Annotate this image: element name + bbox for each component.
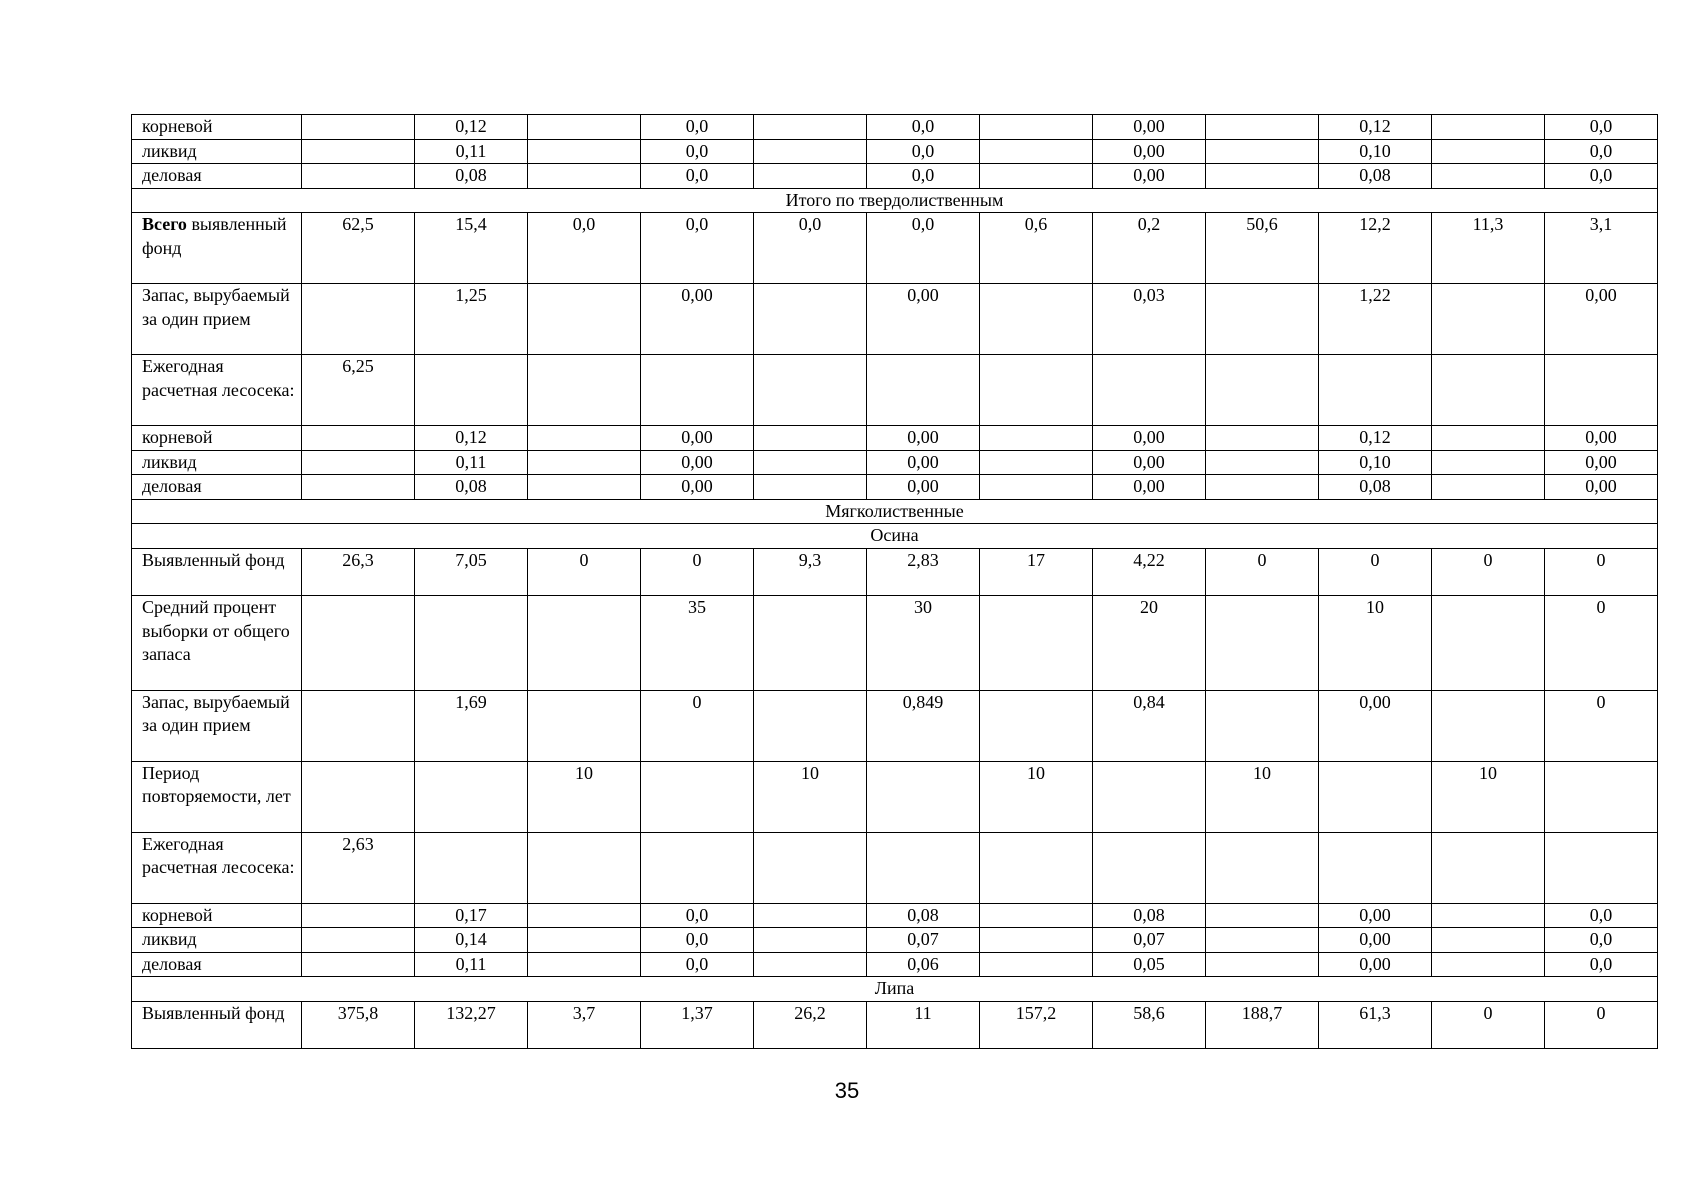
row-label-text: Запас, вырубаемый за один прием [142,285,290,329]
table-cell [1432,928,1545,953]
table-cell [754,690,867,761]
table-cell: 0,849 [867,690,980,761]
table-cell: 0,0 [641,903,754,928]
table-cell [1093,832,1206,903]
row-label [132,690,302,761]
table-cell: 0,00 [1319,690,1432,761]
table-row [132,115,1658,140]
table-cell [754,903,867,928]
table-cell: 0,00 [1545,426,1658,451]
table-cell: 0,00 [1319,952,1432,977]
table-cell [1206,475,1319,500]
table-cell: 157,2 [980,1001,1093,1049]
table-row [132,690,1658,761]
table-cell [980,450,1093,475]
table-cell: 50,6 [1206,213,1319,284]
table-body [132,115,1658,1049]
table-cell: 20 [1093,596,1206,691]
table-cell: 0,0 [641,952,754,977]
row-label-text: ликвид [142,140,197,161]
table-row [132,596,1658,691]
table-cell: 0,2 [1093,213,1206,284]
table-cell [1206,928,1319,953]
table-cell: 0,00 [867,450,980,475]
table-cell: 1,25 [415,284,528,355]
row-label-text: Запас, вырубаемый за один прием [142,691,290,735]
table-cell [641,761,754,832]
table-cell: 0,00 [1093,139,1206,164]
table-cell [1432,952,1545,977]
table-row [132,1001,1658,1049]
table-cell [1432,596,1545,691]
table-cell [1432,355,1545,426]
table-cell [302,928,415,953]
table-cell: 0,12 [1319,115,1432,140]
table-cell [528,139,641,164]
table-cell: 0,0 [641,928,754,953]
row-label-text: выявленный фонд [142,214,287,258]
table-cell [980,284,1093,355]
table-cell [1206,426,1319,451]
table-row [132,426,1658,451]
table-cell [1206,139,1319,164]
section-header-row [132,977,1658,1002]
table-cell [302,596,415,691]
page-number: 35 [834,1078,860,1103]
table-cell [980,928,1093,953]
table-cell: 0,0 [641,139,754,164]
table-cell: 10 [754,761,867,832]
table-row [132,213,1658,284]
table-cell: 58,6 [1093,1001,1206,1049]
table-cell [528,903,641,928]
table-cell: 0,0 [1545,139,1658,164]
table-cell: 0,0 [1545,928,1658,953]
table-cell: 2,83 [867,548,980,596]
table-cell [980,690,1093,761]
table-cell: 0,0 [867,213,980,284]
table-cell: 11,3 [1432,213,1545,284]
table-row [132,450,1658,475]
table-cell [1206,355,1319,426]
table-cell: 0,08 [1093,903,1206,928]
row-label [132,832,302,903]
table-cell [980,952,1093,977]
table-cell [980,164,1093,189]
section-title: Осина [132,524,1658,549]
table-row [132,164,1658,189]
table-cell: 0,11 [415,952,528,977]
table-cell [980,903,1093,928]
row-label-bold: Всего [142,214,187,234]
table-cell: 61,3 [1319,1001,1432,1049]
table-cell [528,690,641,761]
table-cell [754,475,867,500]
table-cell [980,475,1093,500]
table-cell: 0,00 [867,426,980,451]
table-cell: 0,17 [415,903,528,928]
table-cell: 10 [1432,761,1545,832]
table-cell [528,596,641,691]
table-row [132,284,1658,355]
table-cell: 15,4 [415,213,528,284]
table-cell [1432,164,1545,189]
table-row [132,952,1658,977]
table-cell: 10 [1206,761,1319,832]
table-cell: 0,14 [415,928,528,953]
row-label-text: ликвид [142,929,197,949]
table-cell [1432,475,1545,500]
table-cell [1206,115,1319,140]
table-cell [1206,164,1319,189]
row-label [132,450,302,475]
table-cell: 0 [1206,548,1319,596]
table-cell: 0 [1545,690,1658,761]
table-cell: 0,05 [1093,952,1206,977]
table-cell: 0,12 [415,426,528,451]
table-cell [1206,832,1319,903]
table-cell [1093,355,1206,426]
section-title: Итого по твердолиственным [132,188,1658,213]
row-label [132,475,302,500]
table-cell [1206,284,1319,355]
table-cell [302,139,415,164]
table-cell [980,355,1093,426]
table-cell: 0,06 [867,952,980,977]
row-label-text: Выявленный фонд [142,1002,285,1023]
table-cell [302,426,415,451]
table-cell: 0,0 [641,164,754,189]
table-cell [528,164,641,189]
table-cell [1545,761,1658,832]
row-label [132,928,302,953]
table-cell [528,426,641,451]
row-label-text: ликвид [142,451,197,472]
table-cell: 0,0 [641,213,754,284]
table-cell: 0 [1432,548,1545,596]
table-cell: 0,12 [415,115,528,140]
table-cell: 0,11 [415,139,528,164]
table-cell: 0,00 [1093,475,1206,500]
table-cell: 0,11 [415,450,528,475]
table-cell [528,928,641,953]
table-cell [754,928,867,953]
table-cell [754,164,867,189]
row-label [132,548,302,596]
table-cell: 26,2 [754,1001,867,1049]
row-label-text: деловая [142,476,202,496]
table-cell [415,761,528,832]
table-row [132,928,1658,953]
table-cell [1319,761,1432,832]
table-cell [415,355,528,426]
table-cell: 0 [1545,1001,1658,1049]
table-cell: 0,00 [1319,903,1432,928]
table-cell [528,475,641,500]
table-cell: 0,00 [641,450,754,475]
table-cell [1432,450,1545,475]
row-label [132,903,302,928]
table-cell [754,139,867,164]
table-cell [302,761,415,832]
table-cell: 3,1 [1545,213,1658,284]
row-label [132,426,302,451]
row-label [132,355,302,426]
table-cell [528,284,641,355]
table-cell: 0,00 [1093,450,1206,475]
table-cell [528,115,641,140]
table-cell [980,832,1093,903]
table-cell: 0 [1545,548,1658,596]
table-cell: 0,08 [1319,164,1432,189]
table-cell [1093,761,1206,832]
table-cell [754,426,867,451]
row-label [132,139,302,164]
table-cell: 0,0 [867,164,980,189]
table-cell: 0,00 [1093,426,1206,451]
table-cell: 0,0 [867,139,980,164]
data-table [131,114,1658,1049]
table-cell: 0,03 [1093,284,1206,355]
table-cell: 0,00 [1545,284,1658,355]
table-cell [980,426,1093,451]
table-cell [754,952,867,977]
table-cell: 0,00 [867,475,980,500]
table-cell [980,596,1093,691]
table-cell [302,903,415,928]
table-cell [528,450,641,475]
table-cell [754,832,867,903]
table-cell: 12,2 [1319,213,1432,284]
table-cell: 11 [867,1001,980,1049]
table-cell [1432,903,1545,928]
table-cell: 0 [1432,1001,1545,1049]
table-cell: 0,0 [528,213,641,284]
table-cell [867,761,980,832]
table-cell: 0,0 [1545,903,1658,928]
table-row [132,903,1658,928]
table-cell [302,115,415,140]
table-cell [980,115,1093,140]
table-cell: 0,00 [1545,450,1658,475]
table-cell [754,450,867,475]
table-cell: 0,6 [980,213,1093,284]
table-cell [302,164,415,189]
table-cell: 6,25 [302,355,415,426]
table-cell: 35 [641,596,754,691]
table-cell: 0,10 [1319,450,1432,475]
row-label-text: Период повторяемости, лет [142,762,291,806]
table-cell: 1,37 [641,1001,754,1049]
table-cell: 1,69 [415,690,528,761]
table-cell [528,952,641,977]
table-cell: 26,3 [302,548,415,596]
table-cell [641,355,754,426]
table-cell: 10 [1319,596,1432,691]
table-cell [415,832,528,903]
table-cell [1545,832,1658,903]
row-label-text: корневой [142,116,213,136]
table-cell: 0,0 [867,115,980,140]
row-label [132,952,302,977]
table-cell: 0,0 [1545,115,1658,140]
table-cell: 10 [528,761,641,832]
table-cell: 0 [528,548,641,596]
table-cell [1206,690,1319,761]
table-cell: 0,00 [1093,115,1206,140]
table-cell: 0,08 [867,903,980,928]
table-cell [302,690,415,761]
table-cell: 1,22 [1319,284,1432,355]
table-cell: 132,27 [415,1001,528,1049]
row-label [132,284,302,355]
section-title: Липа [132,977,1658,1002]
table-cell: 30 [867,596,980,691]
row-label-text: Средний процент выборки от общего запаса [142,597,290,664]
row-label [132,1001,302,1049]
table-cell [1206,952,1319,977]
row-label [132,761,302,832]
section-header-row [132,524,1658,549]
row-label-text: Ежегодная расчетная лесосека: [142,356,295,400]
table-cell [302,952,415,977]
table-cell [867,832,980,903]
table-cell: 0 [1545,596,1658,691]
table-cell: 62,5 [302,213,415,284]
table-cell [528,832,641,903]
table-cell: 188,7 [1206,1001,1319,1049]
table-cell [1319,355,1432,426]
table-cell [1545,355,1658,426]
table-cell: 0,10 [1319,139,1432,164]
table-cell: 0,0 [1545,164,1658,189]
table-row [132,475,1658,500]
row-label-text: корневой [142,904,213,925]
section-header-row [132,188,1658,213]
table-cell: 0,00 [867,284,980,355]
table-cell: 0,07 [867,928,980,953]
row-label-text: Выявленный фонд [142,549,285,570]
table-cell [1432,690,1545,761]
table-row [132,139,1658,164]
section-title: Мягколиственные [132,499,1658,524]
table-cell [754,596,867,691]
table-cell [980,139,1093,164]
table-cell: 3,7 [528,1001,641,1049]
table-cell [1432,832,1545,903]
table-cell: 0,08 [1319,475,1432,500]
table-cell: 0 [641,690,754,761]
row-label [132,213,302,284]
table-cell [1432,426,1545,451]
table-cell [754,284,867,355]
table-cell [528,355,641,426]
table-cell [1432,115,1545,140]
table-cell: 0 [1319,548,1432,596]
table-cell: 4,22 [1093,548,1206,596]
table-cell [1206,450,1319,475]
table-cell: 0,84 [1093,690,1206,761]
table-row [132,761,1658,832]
table-cell: 0,0 [754,213,867,284]
table-cell: 10 [980,761,1093,832]
table-cell: 0,08 [415,475,528,500]
table-cell: 375,8 [302,1001,415,1049]
table-row [132,548,1658,596]
table-cell: 0,08 [415,164,528,189]
row-label [132,596,302,691]
section-header-row [132,499,1658,524]
table-cell [415,596,528,691]
table-cell [302,475,415,500]
table-row [132,832,1658,903]
table-cell: 17 [980,548,1093,596]
table-cell: 0,0 [641,115,754,140]
table-cell: 0,0 [1545,952,1658,977]
row-label [132,164,302,189]
table-cell: 0,00 [641,475,754,500]
table-row [132,355,1658,426]
row-label [132,115,302,140]
table-cell: 0 [641,548,754,596]
table-cell [1432,139,1545,164]
row-label-text: деловая [142,165,202,185]
table-cell [754,115,867,140]
row-label-text: Ежегодная расчетная лесосека: [142,833,295,877]
table-cell [1206,903,1319,928]
table-cell [302,450,415,475]
table-cell: 0,07 [1093,928,1206,953]
row-label-text: корневой [142,427,213,447]
table-cell: 7,05 [415,548,528,596]
row-label-text: деловая [142,953,202,974]
table-cell [1432,284,1545,355]
table-cell: 0,00 [641,284,754,355]
table-cell: 0,12 [1319,426,1432,451]
table-cell [302,284,415,355]
table-cell [1206,596,1319,691]
table-cell [1319,832,1432,903]
table-cell: 2,63 [302,832,415,903]
table-cell [754,355,867,426]
table-cell: 0,00 [1545,475,1658,500]
table-cell: 9,3 [754,548,867,596]
table-cell [641,832,754,903]
table-cell [867,355,980,426]
table-cell: 0,00 [641,426,754,451]
table-cell: 0,00 [1319,928,1432,953]
table-cell: 0,00 [1093,164,1206,189]
